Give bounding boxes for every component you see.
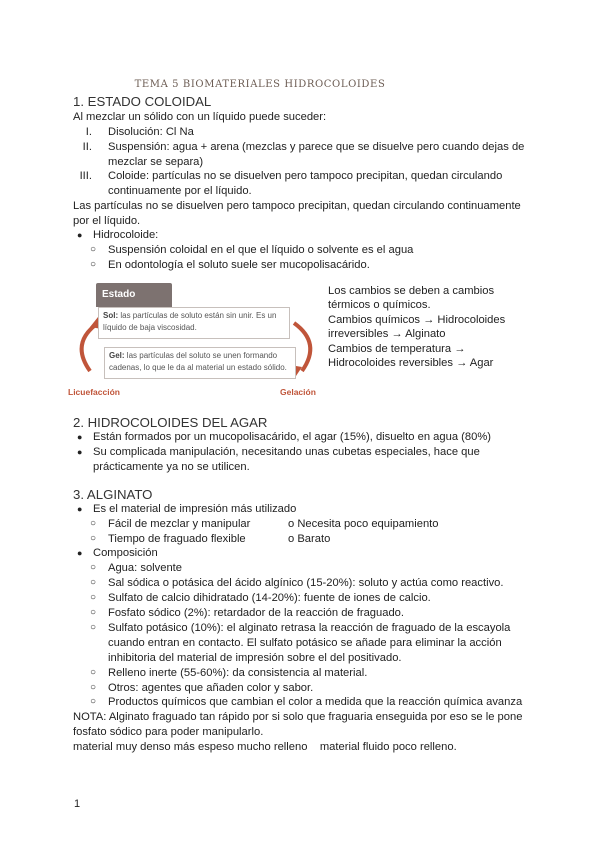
list-item: Suspensión: agua + arena (mezclas y parece que se disuelve pero cuando dejas de [108, 141, 525, 153]
licuefaccion-label: Licuefacción [68, 387, 120, 397]
paragraph-cont: por el líquido. [73, 215, 141, 227]
sol-text-2: líquido de baja viscosidad. [103, 323, 197, 332]
circle-bullet-icon: ○ [90, 518, 97, 529]
bullet-text: Hidrocoloide: [93, 229, 159, 241]
gelacion-label: Gelación [280, 387, 316, 397]
sol-box [98, 307, 290, 339]
circle-bullet-icon: ○ [90, 607, 97, 618]
bullet-icon: ● [77, 230, 83, 240]
sol-gel-diagram [68, 283, 324, 403]
paragraph: Las partículas no se disuelven pero tampoco precipitan, quedan circulando continuamente [73, 200, 521, 212]
bullet-text: Es el material de impresión más utilizado [93, 503, 297, 515]
bullet-icon: ● [77, 548, 83, 558]
side-text: irreversibles → Alginato [328, 328, 446, 340]
circle-bullet-icon: ○ [90, 577, 97, 588]
list-item: Coloide: partículas no se disuelven pero tampoco precipitan, quedan circulando [108, 170, 503, 182]
list-number: III. [79, 170, 92, 182]
circle-bullet-icon: ○ [90, 244, 97, 255]
list-item-cont: continuamente por el líquido. [108, 185, 252, 197]
sub-bullet-text: Fácil de mezclar y manipular [108, 518, 251, 530]
sub-bullet-text-cont: cuando entran en contacto. El sulfato potásico se añade para eliminar la acción [108, 637, 502, 649]
note-text-last: material muy denso más espeso mucho relleno material fluido poco relleno. [73, 741, 457, 753]
bullet-icon: ● [77, 447, 83, 457]
side-text: Los cambios se deben a cambios [328, 285, 495, 297]
sub-bullet-text: Sulfato de calcio dihidratado (14-20%): fuente de iones de calcio. [108, 592, 431, 604]
side-text: Hidrocoloides reversibles → Agar [328, 357, 494, 369]
note-text: NOTA: Alginato fraguado tan rápido por si solo que fraguaria enseguida por eso se le pone [73, 711, 523, 723]
side-text: Cambios de temperatura → [328, 343, 466, 355]
sub-bullet-text-cont: inhibitoria del material de impresión sobre el del positivado. [108, 652, 402, 664]
bullet-text: Composición [93, 547, 158, 559]
section-2-heading: 2. HIDROCOLOIDES DEL AGAR [73, 415, 268, 430]
sub-bullet-text: Fosfato sódico (2%): retardador de la reacción de fraguado. [108, 607, 405, 619]
list-item: Disolución: Cl Na [108, 126, 194, 138]
circle-bullet-icon: ○ [90, 562, 97, 573]
section-3-heading: 3. ALGINATO [73, 487, 153, 502]
sub-bullet-text: Sulfato potásico (10%): el alginato retrasa la reacción de fraguado de la escayola [108, 622, 511, 634]
section-1-heading: 1. ESTADO COLOIDAL [73, 94, 212, 109]
side-text: térmicos o químicos. [328, 299, 431, 311]
bullet-text: Están formados por un mucopolisacárido, el agar (15%), disuelto en agua (80%) [93, 431, 491, 443]
estado-tab: Estado [96, 283, 172, 307]
circle-bullet-icon: ○ [90, 696, 97, 707]
bullet-text: Su complicada manipulación, necesitando unas cubetas especiales, hace que [93, 446, 480, 458]
bullet-icon: ● [77, 504, 83, 514]
bullet-text-cont: prácticamente ya no se utilicen. [93, 461, 250, 473]
gel-text-1: las partículas del soluto se unen formando [126, 351, 278, 360]
sub-bullet-text: o Barato [288, 533, 331, 545]
circle-bullet-icon: ○ [90, 259, 97, 270]
note-text-cont: fosfato sódico para poder manipularlo. [73, 726, 264, 738]
list-item-cont: mezclar se separa) [108, 156, 204, 168]
circle-bullet-icon: ○ [90, 533, 97, 544]
sub-bullet-text: Suspensión coloidal en el que el líquido o solvente es el agua [108, 244, 414, 256]
gel-box [104, 347, 296, 379]
sol-text-1: las partículas de soluto están sin unir. Es un [120, 311, 277, 320]
gel-text-2: cadenas, lo que le da al material un estado sólido. [109, 363, 287, 372]
sub-bullet-text: Sal sódica o potásica del ácido algínico (15-20%): soluto y actúa como reactivo. [108, 577, 504, 589]
sol-term: Sol: [103, 311, 119, 320]
circle-bullet-icon: ○ [90, 667, 97, 678]
sub-bullet-text: o Necesita poco equipamiento [288, 518, 439, 530]
circle-bullet-icon: ○ [90, 622, 97, 633]
circle-bullet-icon: ○ [90, 592, 97, 603]
bullet-icon: ● [77, 432, 83, 442]
page-title: TEMA 5 BIOMATERIALES HIDROCOLOIDES [134, 79, 386, 90]
sub-bullet-text: Agua: solvente [108, 562, 183, 574]
sub-bullet-text: Otros: agentes que añaden color y sabor. [108, 682, 314, 694]
section-1-intro: Al mezclar un sólido con un líquido puede suceder: [73, 111, 327, 123]
sub-bullet-text: Relleno inerte (55-60%): da consistencia al material. [108, 667, 368, 679]
sub-bullet-text: En odontología el soluto suele ser mucopolisacárido. [108, 259, 370, 271]
sub-bullet-text: Productos químicos que cambian el color a medida que la reacción química avanza [108, 696, 523, 708]
list-number: I. [85, 126, 92, 138]
list-number: II. [82, 141, 92, 153]
circle-bullet-icon: ○ [90, 682, 97, 693]
gel-term: Gel: [109, 351, 125, 360]
sub-bullet-text: Tiempo de fraguado flexible [108, 533, 246, 545]
page-number: 1 [74, 798, 81, 810]
side-text: Cambios químicos → Hidrocoloides [328, 314, 506, 326]
